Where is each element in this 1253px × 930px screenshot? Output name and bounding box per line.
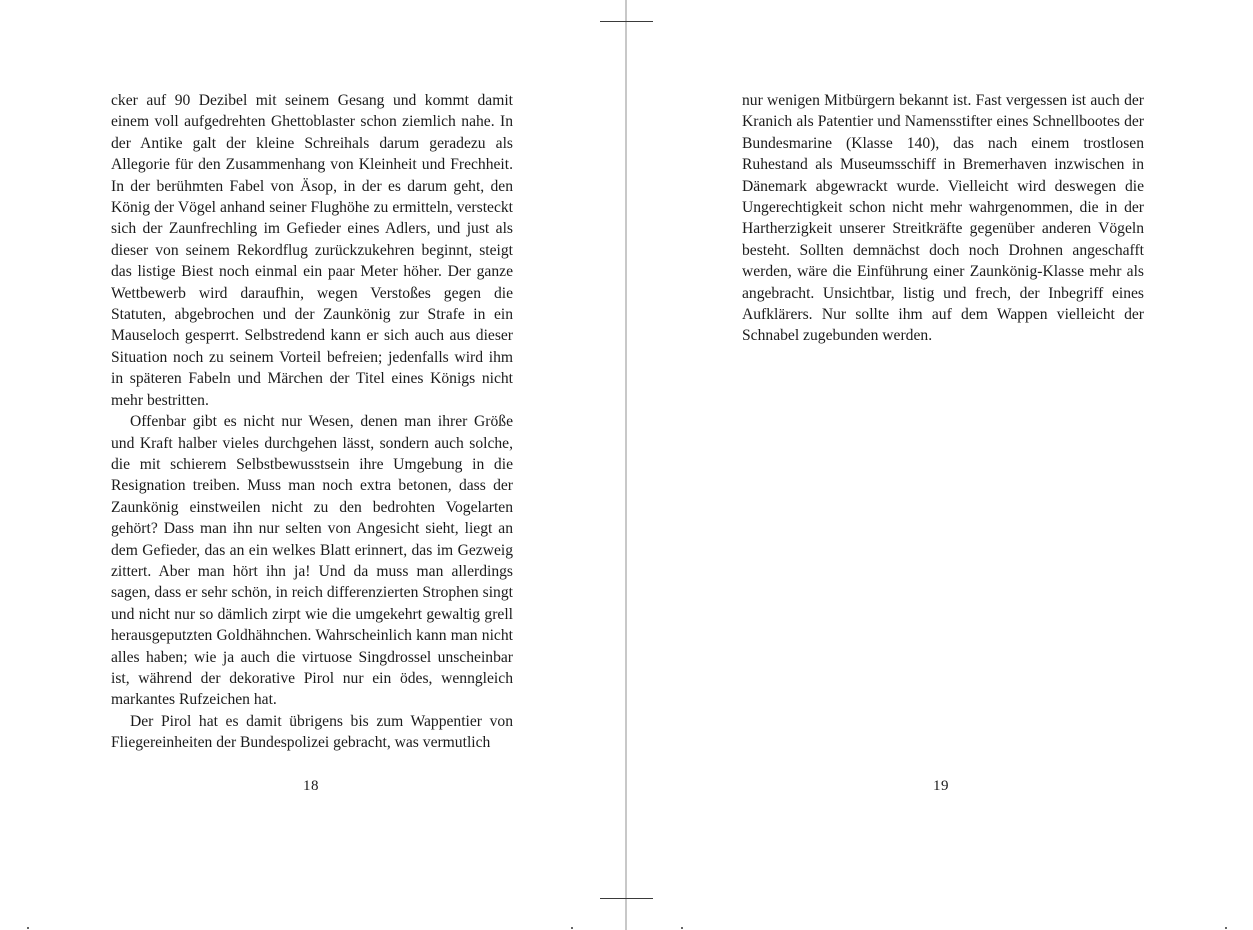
left-page-text xyxy=(111,90,513,754)
gutter-line xyxy=(625,0,627,930)
page-number-right: 19 xyxy=(933,778,949,794)
corner-mark xyxy=(1225,927,1227,929)
paragraph: cker auf 90 Dezibel mit seinem Gesang und kommt damit einem voll aufgedrehten Ghettoblaster schon ziemlich nahe. In der Antike galt der kleine Schreihals darum geradezu als Allegorie für den Zusammenhang von Kleinheit und Frechheit. In der berühmten Fabel von Äsop, in der es darum geht, den König der Vögel anhand seiner Flughöhe zu ermitteln, versteckt sich der Zaunfrechling im Gefieder eines Adlers, und just als dieser von seinem Rekordflug zurückzukehren beginnt, steigt das listige Biest noch einmal ein paar Meter höher. Der ganze Wettbewerb wird daraufhin, wegen Verstoßes gegen die Statuten, abgebrochen und der Zaunkönig zur Strafe in ein Mauseloch gesperrt. Selbstredend kann er sich auch aus dieser Situation noch zu seinem Vorteil befreien; jedenfalls wird ihm in späteren Fabeln und Märchen der Titel eines Königs nicht mehr bestritten. xyxy=(111,92,513,409)
paragraph: Offenbar gibt es nicht nur Wesen, denen man ihrer Größe und Kraft halber vieles durchgehen lässt, sondern auch solche, die mit schierem Selbstbewusstsein ihre Umgebung in die Resignation treiben. Muss man noch extra betonen, dass der Zaunkönig einstweilen nicht zu den bedrohten Vogelarten gehört? Dass man ihn nur selten von Angesicht sieht, liegt an dem Gefieder, das an ein welkes Blatt erinnert, das im Gezweig zittert. Aber man hört ihn ja! Und da muss man allerdings sagen, dass er sehr schön, in reich differenzierten Strophen singt und nicht nur so dämlich zirpt wie die umgekehrt gewaltig grell herausgeputzten Goldhähnchen. Wahrscheinlich kann man nicht alles haben; wie ja auch die virtuose Singdrossel unscheinbar ist, während der dekorative Pirol nur ein ödes, wenngleich markantes Rufzeichen hat. xyxy=(111,413,513,709)
crop-mark-bottom xyxy=(600,898,653,899)
paragraph: nur wenigen Mitbürgern bekannt ist. Fast vergessen ist auch der Kranich als Patentier und Namensstifter eines Schnellbootes der Bundesmarine (Klasse 140), das nach einem trostlosen Ruhestand als Museumsschiff in Bremerhaven inzwischen in Dänemark abgewrackt wurde. Vielleicht wird deswegen die Ungerechtigkeit schon nicht mehr wahrgenommen, die in der Hartherzigkeit unserer Streitkräfte gegenüber anderen Vögeln besteht. Sollten demnächst doch noch Drohnen angeschafft werden, wäre die Einführung einer Zaunkönig-Klasse mehr als angebracht. Unsichtbar, listig und frech, der Inbegriff eines Aufklärers. Nur sollte ihm auf dem Wappen vielleicht der Schnabel zugebunden werden. xyxy=(742,92,1144,345)
right-page-text xyxy=(742,90,1144,347)
corner-mark xyxy=(571,927,573,929)
corner-mark xyxy=(27,927,29,929)
crop-mark-top xyxy=(600,21,653,22)
page-number-left: 18 xyxy=(303,778,319,794)
corner-mark xyxy=(681,927,683,929)
paragraph: Der Pirol hat es damit übrigens bis zum Wappentier von Fliegereinheiten der Bundespolizei gebracht, was vermutlich xyxy=(111,712,513,752)
